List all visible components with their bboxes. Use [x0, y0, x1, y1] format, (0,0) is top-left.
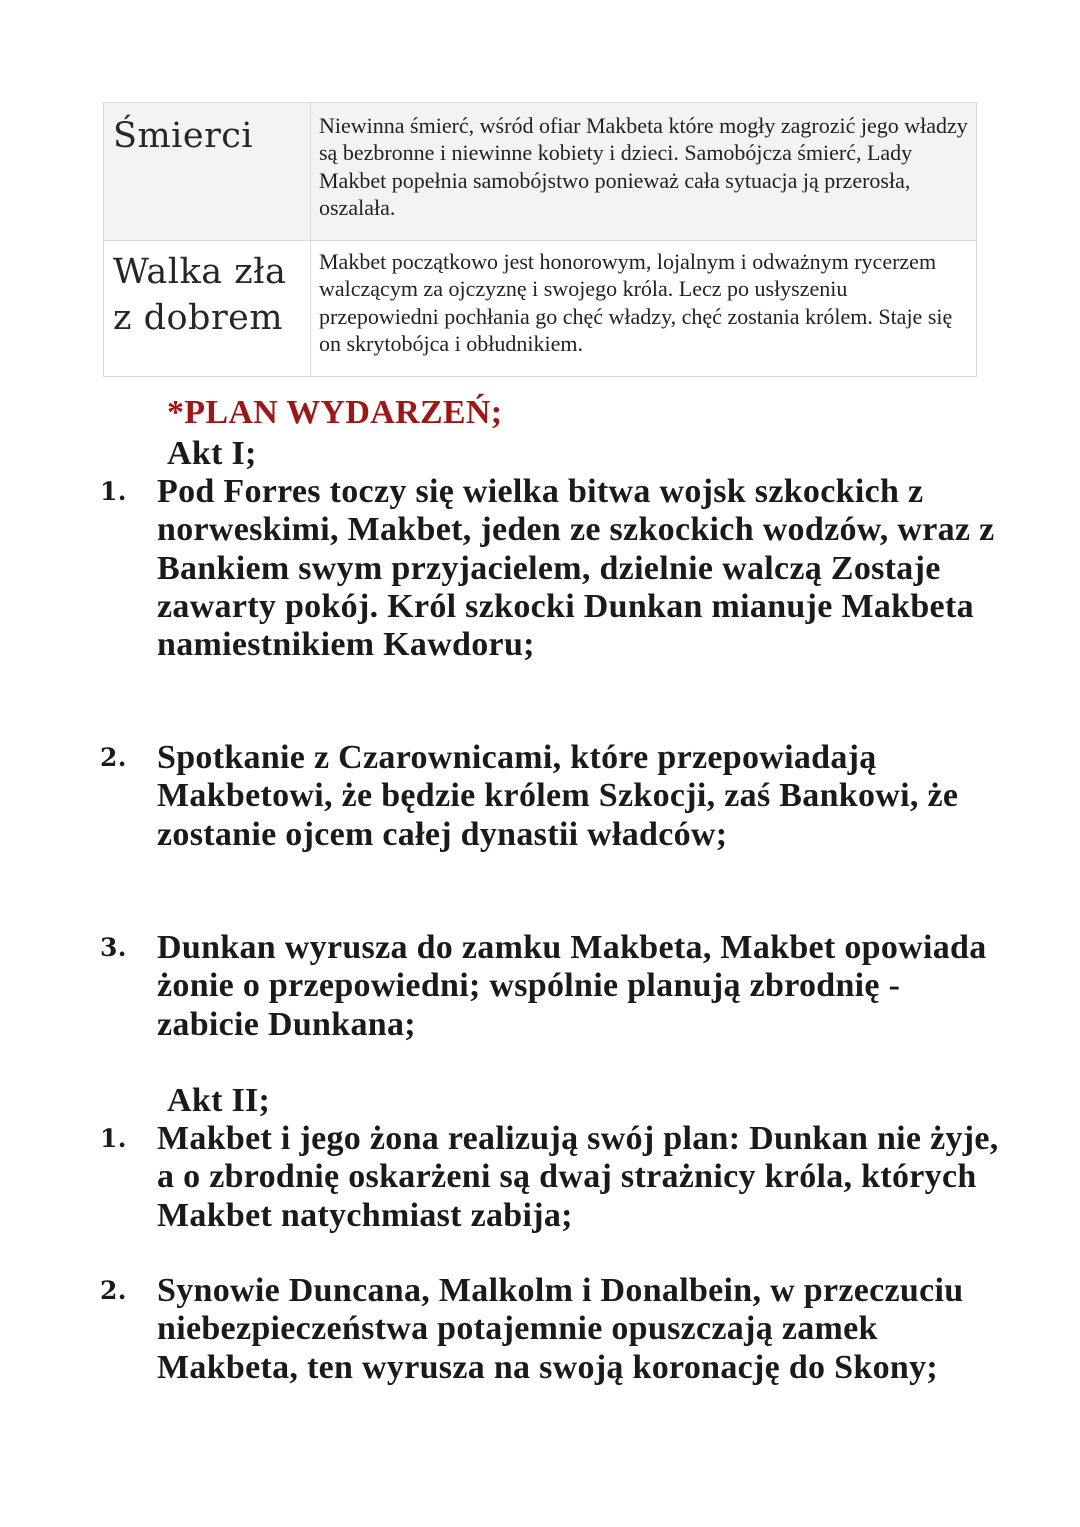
event-number: 1.	[100, 477, 127, 506]
theme-description: Makbet początkowo jest honorowym, lojalnym i odważnym rycerzem walczącym za ojczyznę i swojego króla. Lecz po usłyszeniu przepowiedni pochłania go chęć władzy, chęć zostania królem. Staje się on skrytobójca i obłudnikiem.	[311, 241, 977, 377]
event-text: Spotkanie z Czarownicami, które przepowiadają Makbetowi, że będzie królem Szkocji, zaś Bankowi, że zostanie ojcem całej dynastii władców;	[157, 739, 959, 853]
themes-table	[103, 102, 977, 377]
table-row	[104, 103, 977, 241]
event-number: 2.	[100, 1276, 127, 1305]
theme-description: Niewinna śmierć, wśród ofiar Makbeta które mogły zagrozić jego władzy są bezbronne i niewinne kobiety i dzieci. Samobójcza śmierć, Lady Makbet popełnia samobójstwo ponieważ cała sytuacja ją przerosła, oszalała.	[311, 103, 977, 241]
list-item	[100, 473, 1000, 664]
event-text: Makbet i jego żona realizują swój plan: Dunkan nie żyje, a o zbrodnię oskarżeni są dwaj strażnicy króla, których Makbet natychmiast zabija;	[157, 1120, 999, 1234]
event-text: Dunkan wyrusza do zamku Makbeta, Makbet opowiada żonie o przepowiedni; wspólnie planują zbrodnię - zabicie Dunkana;	[157, 929, 987, 1043]
event-number: 2.	[100, 743, 127, 772]
act-heading: Akt II;	[167, 1082, 271, 1119]
list-item	[100, 1272, 1000, 1387]
theme-term: Śmierci	[104, 103, 311, 241]
list-item	[100, 739, 1000, 854]
event-number: 3.	[100, 933, 127, 962]
event-number: 1.	[100, 1124, 127, 1153]
list-item	[100, 929, 1000, 1044]
list-item	[100, 1120, 1000, 1235]
theme-term: Walka zła z dobrem	[104, 241, 311, 377]
event-text: Pod Forres toczy się wielka bitwa wojsk szkockich z norweskimi, Makbet, jeden ze szkockich wodzów, wraz z Bankiem swym przyjacielem, dzielnie walczą Zostaje zawarty pokój. Król szkocki Dunkan mianuje Makbeta namiestnikiem Kawdoru;	[157, 473, 995, 664]
plan-title: *PLAN WYDARZEŃ;	[167, 394, 503, 431]
table-row	[104, 241, 977, 377]
event-text: Synowie Duncana, Malkolm i Donalbein, w przeczuciu niebezpieczeństwa potajemnie opuszczają zamek Makbeta, ten wyrusza na swoją koronację do Skony;	[157, 1272, 964, 1386]
act-heading: Akt I;	[167, 435, 257, 472]
